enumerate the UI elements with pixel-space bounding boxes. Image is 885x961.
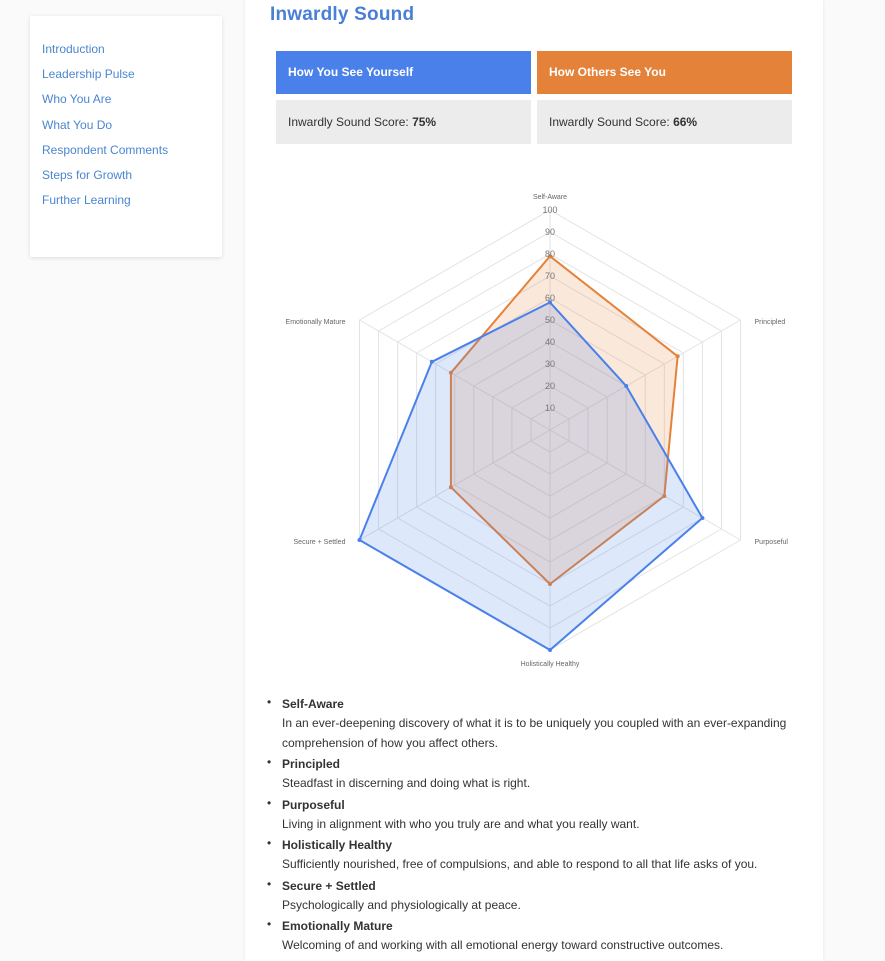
sidebar-item-further-learning[interactable]: Further Learning (42, 193, 131, 208)
list-item (267, 695, 807, 753)
self-score-card (276, 51, 531, 144)
axis-label: Purposeful (754, 539, 788, 546)
axis-label: Emotionally Mature (285, 319, 346, 326)
list-item (267, 755, 807, 794)
tick-label: 40 (544, 337, 556, 347)
definition-desc: Living in alignment with who you truly are and what you really want. (282, 816, 640, 831)
axis-label: Principled (754, 319, 786, 326)
tick-label: 80 (544, 249, 556, 259)
definition-desc: Welcoming of and working with all emotional energy toward constructive outcomes. (282, 938, 724, 952)
bullet-icon: • (267, 795, 272, 810)
bullet-icon: • (267, 695, 272, 709)
definition-term: Purposeful (282, 797, 345, 812)
sidebar-item-leadership-pulse[interactable]: Leadership Pulse (42, 67, 135, 82)
bullet-icon: • (267, 876, 272, 891)
axis-label: Secure + Settled (293, 539, 346, 546)
definition-desc: Psychologically and physiologically at peace. (282, 897, 521, 912)
tick-label: 10 (544, 403, 556, 413)
bullet-icon: • (267, 755, 272, 769)
sidebar-item-introduction[interactable]: Introduction (42, 42, 105, 56)
others-card-heading: How Others See You (537, 51, 792, 94)
radar-chart (270, 178, 798, 678)
self-score-label: Inwardly Sound Score: (288, 115, 409, 129)
definitions-list (267, 695, 807, 958)
page-title: Inwardly Sound (270, 4, 415, 25)
list-item (267, 796, 807, 835)
others-score-label: Inwardly Sound Score: (549, 115, 670, 129)
others-score-box (537, 100, 792, 144)
axis-label: Self-Aware (532, 194, 568, 201)
tick-label: 100 (542, 205, 558, 215)
sidebar-nav (30, 16, 222, 257)
others-score-card (537, 51, 792, 144)
list-item (267, 877, 807, 916)
tick-label: 60 (544, 293, 556, 303)
sidebar-item-respondent-comments[interactable]: Respondent Comments (42, 142, 169, 157)
definition-term: Principled (282, 757, 341, 771)
definition-desc: Steadfast in discerning and doing what is right. (282, 776, 531, 790)
data-point (676, 354, 680, 358)
main-content (245, 0, 823, 961)
bullet-icon: • (267, 917, 272, 931)
tick-label: 70 (544, 271, 556, 281)
list-item (267, 836, 807, 875)
tick-label: 50 (544, 315, 556, 325)
self-score-box (276, 100, 531, 144)
self-card-heading: How You See Yourself (276, 51, 531, 94)
data-point (548, 648, 552, 652)
tick-label: 90 (544, 227, 556, 237)
definition-desc: In an ever-deepening discovery of what it is to be uniquely you coupled with an ever-expanding comprehension of how you affect others. (282, 716, 787, 750)
data-point (430, 360, 434, 364)
definition-term: Secure + Settled (282, 878, 376, 893)
data-point (624, 384, 628, 388)
definition-term: Self-Aware (282, 697, 344, 711)
data-point (357, 538, 361, 542)
axis-label: Holistically Healthy (520, 661, 580, 668)
list-item (267, 917, 807, 956)
sidebar-item-what-you-do[interactable]: What You Do (42, 117, 113, 132)
self-score-value: 75% (412, 115, 437, 129)
definition-term: Holistically Healthy (282, 838, 393, 852)
tick-label: 30 (544, 359, 556, 369)
definition-term: Emotionally Mature (282, 919, 393, 933)
bullet-icon: • (267, 836, 272, 850)
data-point (700, 516, 704, 520)
sidebar-item-who-you-are[interactable]: Who You Are (42, 92, 112, 107)
tick-label: 20 (544, 381, 556, 391)
sidebar-item-steps-for-growth[interactable]: Steps for Growth (42, 167, 133, 182)
others-score-value: 66% (673, 115, 698, 129)
definition-desc: Sufficiently nourished, free of compulsions, and able to respond to all that life asks of you. (282, 857, 758, 871)
